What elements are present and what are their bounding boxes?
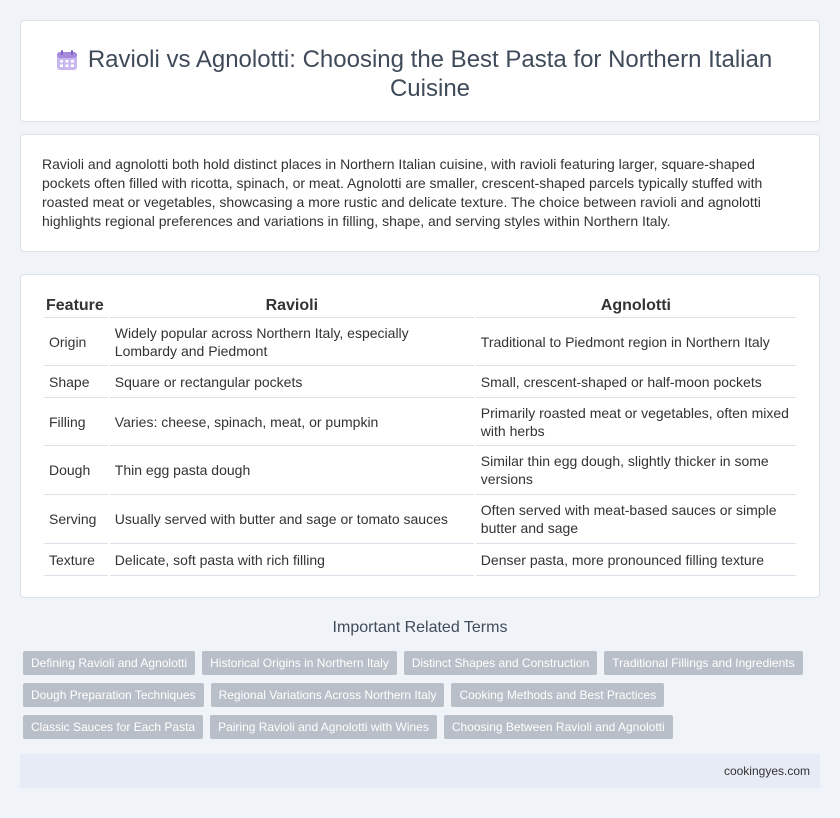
related-tag[interactable]: Pairing Ravioli and Agnolotti with Wines	[210, 715, 437, 739]
tag-row	[23, 651, 823, 675]
cell-ravioli: Thin egg pasta dough	[110, 446, 474, 495]
tag-row	[23, 683, 823, 707]
related-terms-title: Important Related Terms	[332, 619, 508, 636]
comparison-card	[20, 274, 820, 598]
table-row	[44, 398, 796, 446]
table-row	[44, 318, 796, 366]
cell-feature: Origin	[44, 318, 108, 366]
related-tag[interactable]: Historical Origins in Northern Italy	[202, 651, 397, 675]
table-row	[44, 446, 796, 495]
cell-agnolotti: Similar thin egg dough, slightly thicker in some versions	[476, 446, 796, 495]
related-tag[interactable]: Traditional Fillings and Ingredients	[604, 651, 802, 675]
table-row	[44, 544, 796, 576]
comparison-table	[42, 295, 798, 576]
related-tag[interactable]: Classic Sauces for Each Pasta	[23, 715, 203, 739]
page-title: Ravioli vs Agnolotti: Choosing the Best Pasta for Northern Italian Cuisine	[87, 46, 773, 102]
cell-ravioli: Square or rectangular pockets	[110, 366, 474, 398]
cell-agnolotti: Small, crescent-shaped or half-moon pockets	[476, 366, 796, 398]
tag-row	[23, 715, 823, 739]
cell-feature: Texture	[44, 544, 108, 576]
related-tag[interactable]: Cooking Methods and Best Practices	[451, 683, 664, 707]
related-terms-list	[23, 651, 823, 747]
cell-feature: Dough	[44, 446, 108, 495]
cell-feature: Serving	[44, 495, 108, 544]
header-ravioli: Ravioli	[110, 295, 474, 318]
cell-agnolotti: Traditional to Piedmont region in Northern Italy	[476, 318, 796, 366]
related-tag[interactable]: Defining Ravioli and Agnolotti	[23, 651, 195, 675]
related-tag[interactable]: Choosing Between Ravioli and Agnolotti	[444, 715, 673, 739]
cell-ravioli: Delicate, soft pasta with rich filling	[110, 544, 474, 576]
intro-paragraph: Ravioli and agnolotti both hold distinct places in Northern Italian cuisine, with ravioli featuring larger, square-shaped pockets often filled with ricotta, spinach, or meat. Agnolotti are smaller, crescent-shaped parcels typically stuffed with roasted meat or vegetables, showcasing a more rustic and delicate texture. The choice between ravioli and agnolotti highlights regional preferences and variations in filling, shape, and serving styles within Northern Italy.	[42, 156, 763, 229]
table-header-row	[44, 295, 796, 318]
cell-agnolotti: Primarily roasted meat or vegetables, often mixed with herbs	[476, 398, 796, 446]
related-tag[interactable]: Dough Preparation Techniques	[23, 683, 204, 707]
table-row	[44, 495, 796, 544]
cell-agnolotti: Often served with meat-based sauces or simple butter and sage	[476, 495, 796, 544]
header-card	[20, 20, 820, 122]
related-tag[interactable]: Regional Variations Across Northern Italy	[211, 683, 445, 707]
cell-ravioli: Usually served with butter and sage or tomato sauces	[110, 495, 474, 544]
intro-card	[20, 134, 820, 252]
header-feature: Feature	[44, 295, 108, 318]
cell-agnolotti: Denser pasta, more pronounced filling texture	[476, 544, 796, 576]
cell-ravioli: Varies: cheese, spinach, meat, or pumpkin	[110, 398, 474, 446]
related-tag[interactable]: Distinct Shapes and Construction	[404, 651, 597, 675]
header-agnolotti: Agnolotti	[476, 295, 796, 318]
cell-ravioli: Widely popular across Northern Italy, especially Lombardy and Piedmont	[110, 318, 474, 366]
cell-feature: Shape	[44, 366, 108, 398]
table-row	[44, 366, 796, 398]
footer	[20, 754, 820, 788]
footer-site-link[interactable]: cookingyes.com	[723, 764, 810, 778]
cell-feature: Filling	[44, 398, 108, 446]
